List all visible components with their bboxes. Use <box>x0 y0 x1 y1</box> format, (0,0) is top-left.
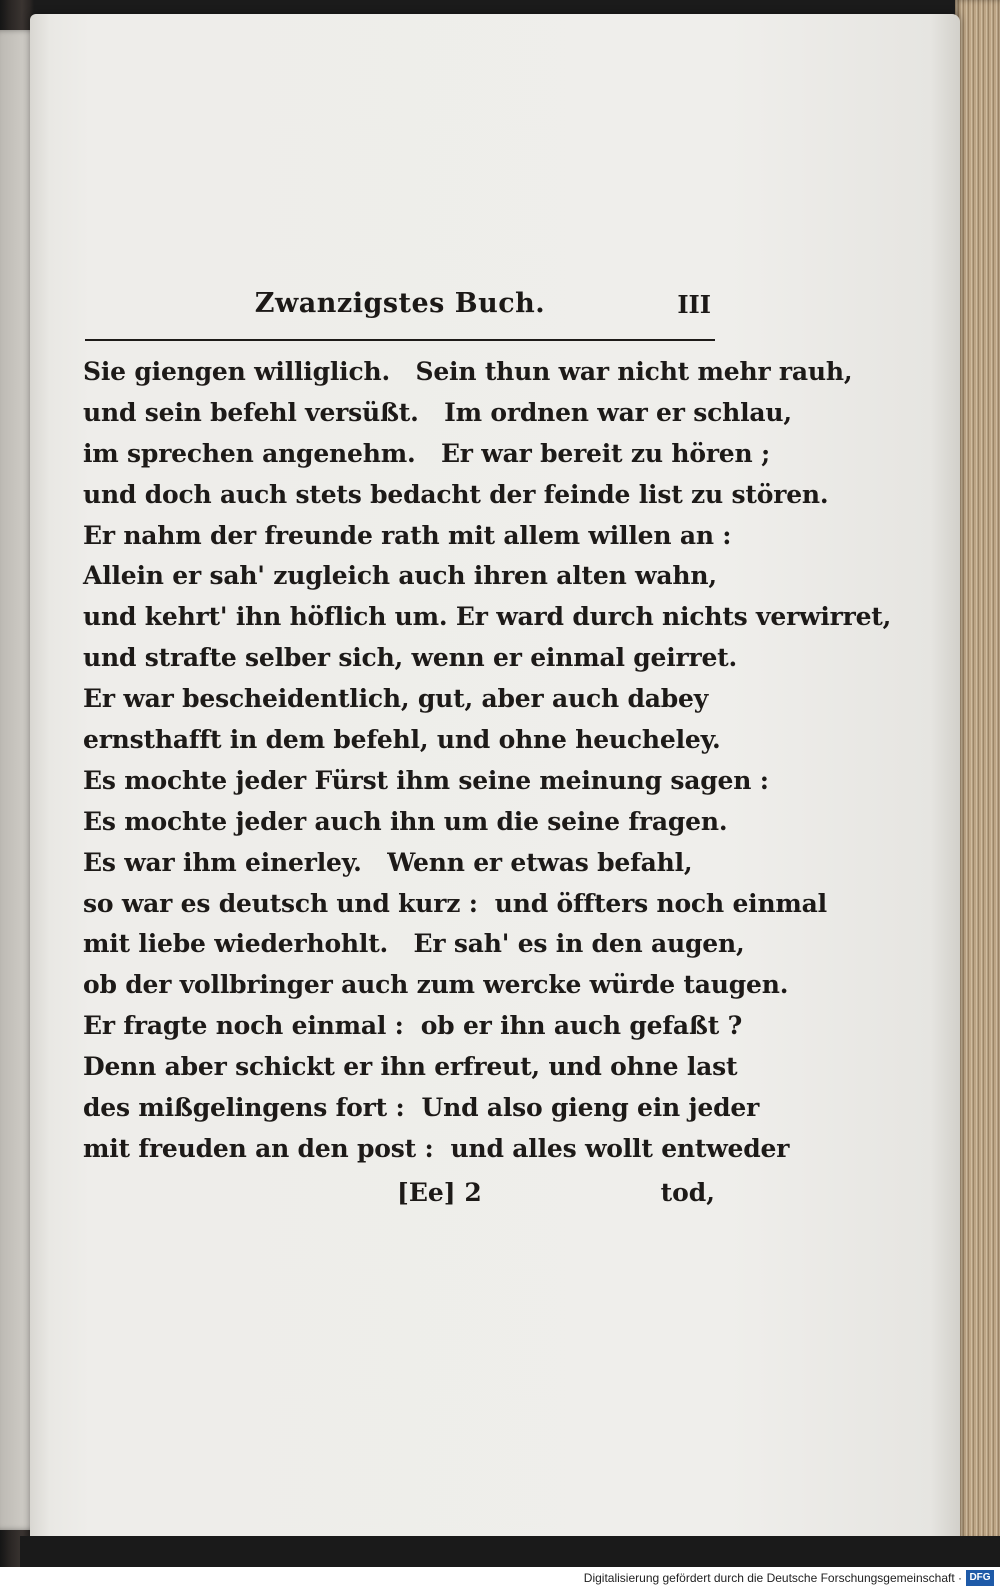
poem-body <box>83 352 892 1170</box>
verse-line: Es mochte jeder auch ihn um die seine fragen. <box>83 806 728 836</box>
verse-line: so war es deutsch und kurz : und öffters noch einmal <box>83 888 827 918</box>
page-footer <box>85 1178 715 1218</box>
page-stack-edge <box>955 0 1000 1540</box>
dfg-logo[interactable]: DFG <box>966 1570 994 1586</box>
signature-mark: [Ee] 2 <box>397 1178 482 1207</box>
verse-line: Sie giengen williglich. Sein thun war nicht mehr rauh, <box>83 357 853 386</box>
verse-line: Allein er sah' zugleich auch ihren alten wahn, <box>83 561 717 591</box>
verse-line: Denn aber schickt er ihn erfreut, und ohne last <box>83 1052 738 1082</box>
running-head: Zwanzigstes Buch. <box>254 288 546 319</box>
verse-line: und kehrt' ihn höflich um. Er ward durch nichts verwirret, <box>83 602 892 632</box>
bottom-shadow <box>20 1536 1000 1567</box>
verse-line: mit freuden an den post : und alles wollt entweder <box>83 1133 790 1163</box>
credit-text: Digitalisierung gefördert durch die Deutsche Forschungsgemeinschaft · <box>583 1571 962 1585</box>
page-number: III <box>677 290 711 319</box>
header-rule <box>85 339 715 341</box>
credit-bar <box>0 1567 1000 1592</box>
catchword: tod, <box>660 1178 715 1207</box>
verse-line: ernsthafft in dem befehl, und ohne heucheley. <box>83 725 721 755</box>
verse-line: im sprechen angenehm. Er war bereit zu hören ; <box>83 438 771 468</box>
verse-line: Es war ihm einerley. Wenn er etwas befahl, <box>83 847 693 877</box>
verse-line: des mißgelingens fort : Und also gieng ein jeder <box>83 1093 760 1123</box>
verse-line: Er war bescheidentlich, gut, aber auch dabey <box>83 684 709 714</box>
verse-line: und doch auch stets bedacht der feinde list zu stören. <box>83 479 829 509</box>
verse-line: mit liebe wiederhohlt. Er sah' es in den augen, <box>83 929 745 959</box>
verse-line: Er fragte noch einmal : ob er ihn auch gefaßt ? <box>83 1011 743 1041</box>
verse-line: und strafte selber sich, wenn er einmal geirret. <box>83 643 738 673</box>
verse-line: und sein befehl versüßt. Im ordnen war er schlau, <box>83 397 792 427</box>
verse-line: Es mochte jeder Fürst ihm seine meinung sagen : <box>83 765 769 795</box>
verse-line: Er nahm der freunde rath mit allem willen an : <box>83 520 732 550</box>
page-header <box>85 288 715 336</box>
verse-line: ob der vollbringer auch zum wercke würde taugen. <box>83 970 789 1000</box>
